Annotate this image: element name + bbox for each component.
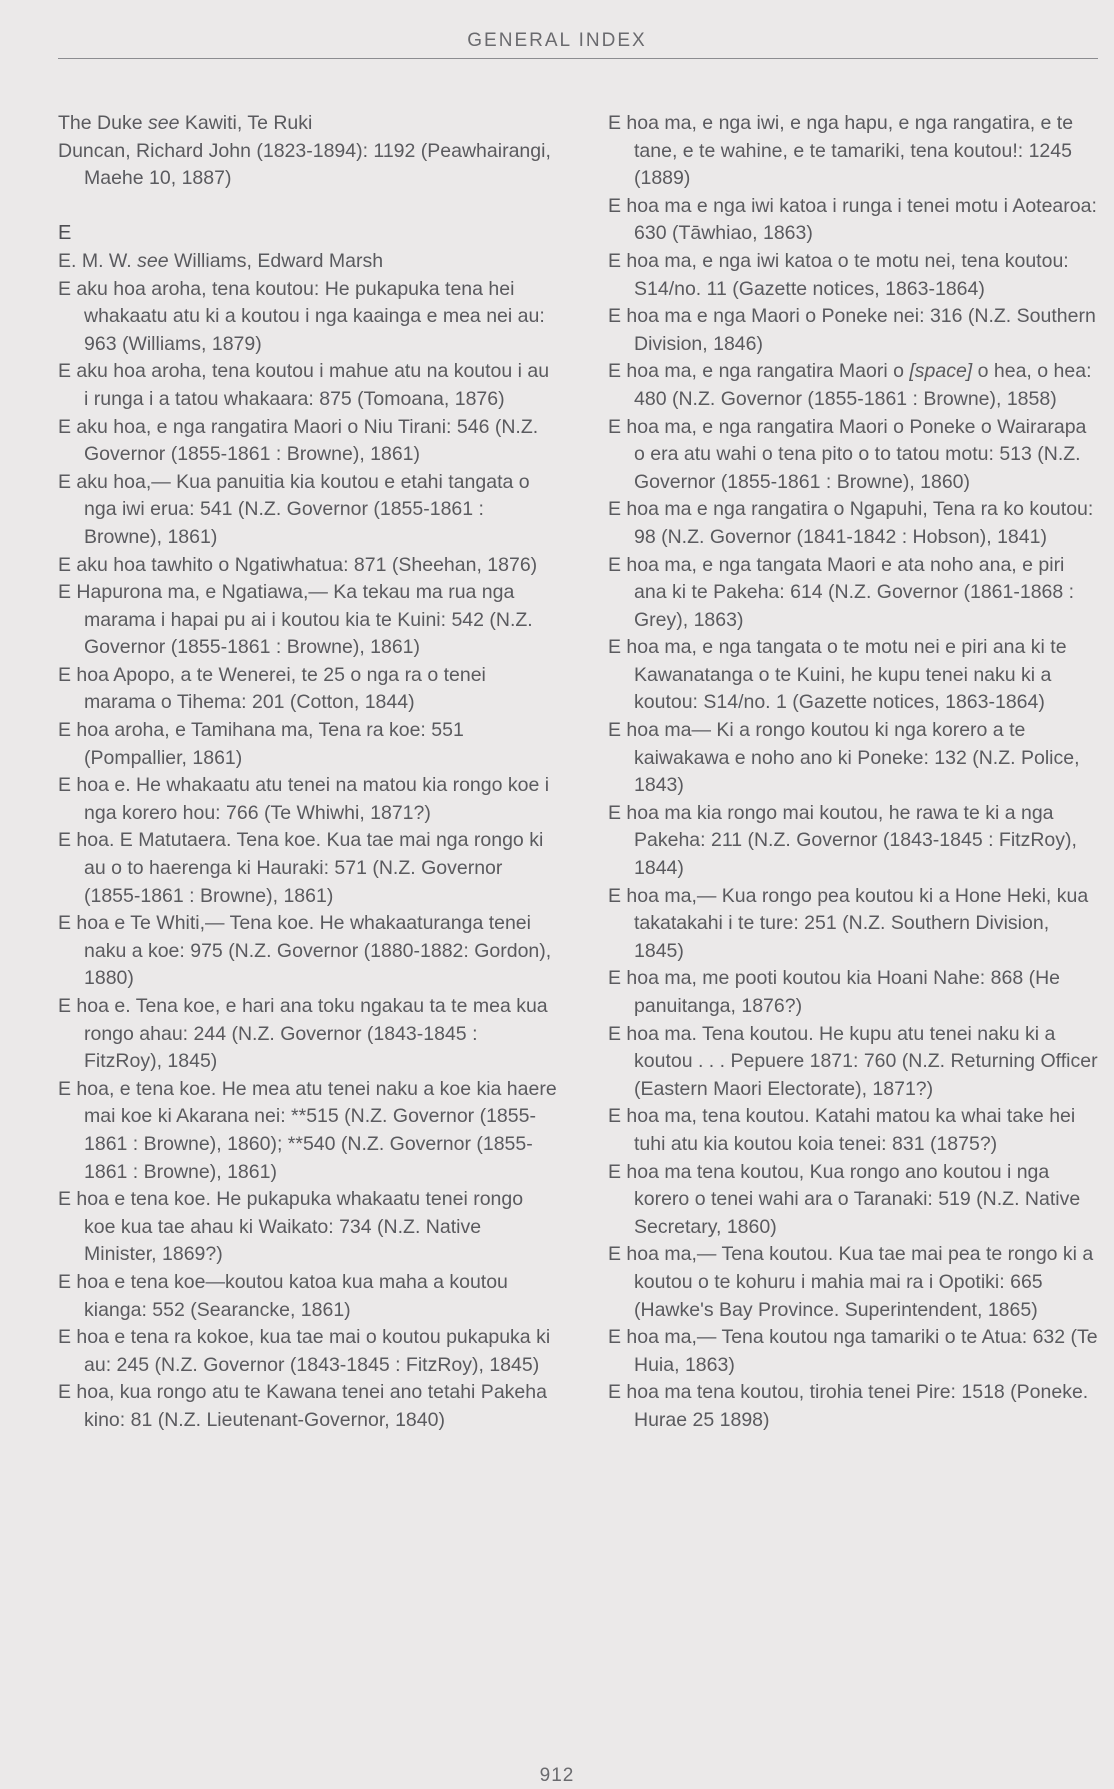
index-entry: E hoa ma, e nga rangatira Maori o Poneke o Wairarapa o era atu wahi o tena pito o to tatou motu: 513 (N.Z. Governor (1855-1861 : Browne), 1860) [608,415,1087,493]
index-entry: E hoa e. He whakaatu atu tenei na matou kia rongo koe i nga korero hou: 766 (Te Whiwhi, 1871?) [58,774,550,824]
page-number: 912 [539,1765,575,1786]
index-entry: E hoa ma, tena koutou. Katahi matou ka whai take hei tuhi atu kia koutou koia tenei: 831 (1875?) [608,1105,1076,1155]
index-entry: E hoa ma, e nga tangata Maori e ata noho ana, e piri ana ki te Pakeha: 614 (N.Z. Governor (1861-1868 : Grey), 1863) [608,553,1075,631]
index-entry: E aku hoa,— Kua panuitia kia koutou e etahi tangata o nga iwi erua: 541 (N.Z. Governor (1855-1861 : Browne), 1861) [58,470,530,548]
section-letter-e: E [58,222,72,245]
left-column [58,110,558,1435]
index-entry-duncan: Duncan, Richard John (1823-1894): 1192 (Peawhairangi, Maehe 10, 1887) [58,139,551,190]
index-entry: E hoa e tena koe. He pukapuka whakaatu tenei rongo koe kua tae ahau ki Waikato: 734 (N.Z. Native Minister, 1869?) [58,1188,524,1266]
index-entry: E hoa Apopo, a te Wenerei, te 25 o nga ra o tenei marama o Tihema: 201 (Cotton, 1844) [58,663,486,714]
index-entry-space: E hoa ma, e nga rangatira Maori o [space] o hea, o hea: 480 (N.Z. Governor (1855-1861 : Browne), 1858) [608,360,1092,410]
index-entry-the-duke: The Duke see Kawiti, Te Ruki [58,112,313,134]
index-entry: E Hapurona ma, e Ngatiawa,— Ka tekau ma rua nga marama i hapai pu ai i koutou kia te Kuini: 542 (N.Z. Governor (1855-1861 : Browne), 1861) [58,581,533,659]
index-entry: E aku hoa aroha, tena koutou: He pukapuka tena hei whakaatu atu ki a koutou i nga kaainga e mea nei au: 963 (Williams, 1879) [58,277,545,355]
index-entry: E hoa ma, e nga iwi, e nga hapu, e nga rangatira, e te tane, e te wahine, e te tamariki, tena koutou!: 1245 (1889) [608,112,1074,190]
index-entry: E hoa. E Matutaera. Tena koe. Kua tae mai nga rongo ki au o to haerenga ki Hauraki: 571 (N.Z. Governor (1855-1861 : Browne), 1861) [58,829,544,907]
index-entry: E hoa ma, e nga iwi katoa o te motu nei, tena koutou: S14/no. 11 (Gazette notices, 1863-1864) [608,249,1069,300]
index-entry: E hoa ma,— Tena koutou nga tamariki o te Atua: 632 (Te Huia, 1863) [608,1326,1098,1376]
index-entry: E hoa ma,— Kua rongo pea koutou ki a Hone Heki, kua takatakahi i te ture: 251 (N.Z. Southern Division, 1845) [608,884,1089,962]
index-entry: E aku hoa, e nga rangatira Maori o Niu Tirani: 546 (N.Z. Governor (1855-1861 : Browne), 1861) [58,415,539,466]
index-entry: E aku hoa aroha, tena koutou i mahue atu na koutou i au i runga i a tatou whakaara: 875 (Tomoana, 1876) [58,360,550,410]
header-rule [58,58,1098,59]
index-entry: E hoa e Te Whiti,— Tena koe. He whakaaturanga tenei naku a koe: 975 (N.Z. Governor (1880-1882: Gordon), 1880) [58,912,552,990]
index-entry: E hoa e tena ra kokoe, kua tae mai o koutou pukapuka ki au: 245 (N.Z. Governor (1843-1845 : FitzRoy), 1845) [58,1326,551,1376]
index-entry: E hoa ma e nga Maori o Poneke nei: 316 (N.Z. Southern Division, 1846) [608,305,1096,355]
running-header: GENERAL INDEX [467,30,647,51]
index-entry: E hoa ma tena koutou, tirohia tenei Pire: 1518 (Poneke. Hurae 25 1898) [608,1381,1089,1431]
index-entry: E hoa ma e nga iwi katoa i runga i tenei motu i Aotearoa: 630 (Tāwhiao, 1863) [608,194,1097,245]
index-entry: E hoa ma kia rongo mai koutou, he rawa te ki a nga Pakeha: 211 (N.Z. Governor (1843-1845 : FitzRoy), 1844) [608,801,1077,880]
index-entry: E hoa ma,— Tena koutou. Kua tae mai pea te rongo ki a koutou o te kohuru i mahia mai ra i Opotiki: 665 (Hawke's Bay Province. Superintendent, 1865) [608,1243,1094,1321]
index-entry: E aku hoa tawhito o Ngatiwhatua: 871 (Sheehan, 1876) [58,553,538,576]
index-entry: E hoa aroha, e Tamihana ma, Tena ra koe: 551 (Pompallier, 1861) [58,719,464,769]
index-entry: E hoa ma— Ki a rongo koutou ki nga korero a te kaiwakawa e noho ano ki Poneke: 132 (N.Z. Police, 1843) [608,719,1080,797]
index-entry: E hoa ma, e nga tangata o te motu nei e piri ana ki te Kawanatanga o te Kuini, he kupu tenei naku ki a koutou: S14/no. 1 (Gazette notices, 1863-1864) [608,636,1067,714]
index-entry: E hoa e tena koe—koutou katoa kua maha a koutou kianga: 552 (Searancke, 1861) [58,1270,508,1321]
right-column [608,110,1098,1435]
index-entry: E hoa ma. Tena koutou. He kupu atu tenei naku ki a koutou . . . Pepuere 1871: 760 (N.Z. Returning Officer (Eastern Maori Electorate), 1871?) [608,1022,1098,1100]
index-entry: E hoa, e tena koe. He mea atu tenei naku a koe kia haere mai koe ki Akarana nei: **515 (N.Z. Governor (1855-1861 : Browne), 1860); **540 (N.Z. Governor (1855-1861 : Browne), 1861) [58,1077,557,1183]
index-entry: E hoa e. Tena koe, e hari ana toku ngakau ta te mea kua rongo ahau: 244 (N.Z. Governor (1843-1845 : FitzRoy), 1845) [58,995,548,1073]
index-entry-emw: E. M. W. see Williams, Edward Marsh [58,249,384,272]
index-entry: E hoa ma tena koutou, Kua rongo ano koutou i nga korero o tenei wahi ara o Taranaki: 519 (N.Z. Native Secretary, 1860) [608,1160,1081,1238]
index-entry: E hoa ma, me pooti koutou kia Hoani Nahe: 868 (He panuitanga, 1876?) [608,967,1061,1017]
index-entry: E hoa ma e nga rangatira o Ngapuhi, Tena ra ko koutou: 98 (N.Z. Governor (1841-1842 : Hobson), 1841) [608,498,1094,548]
index-entry: E hoa, kua rongo atu te Kawana tenei ano tetahi Pakeha kino: 81 (N.Z. Lieutenant-Governor, 1840) [58,1381,547,1431]
